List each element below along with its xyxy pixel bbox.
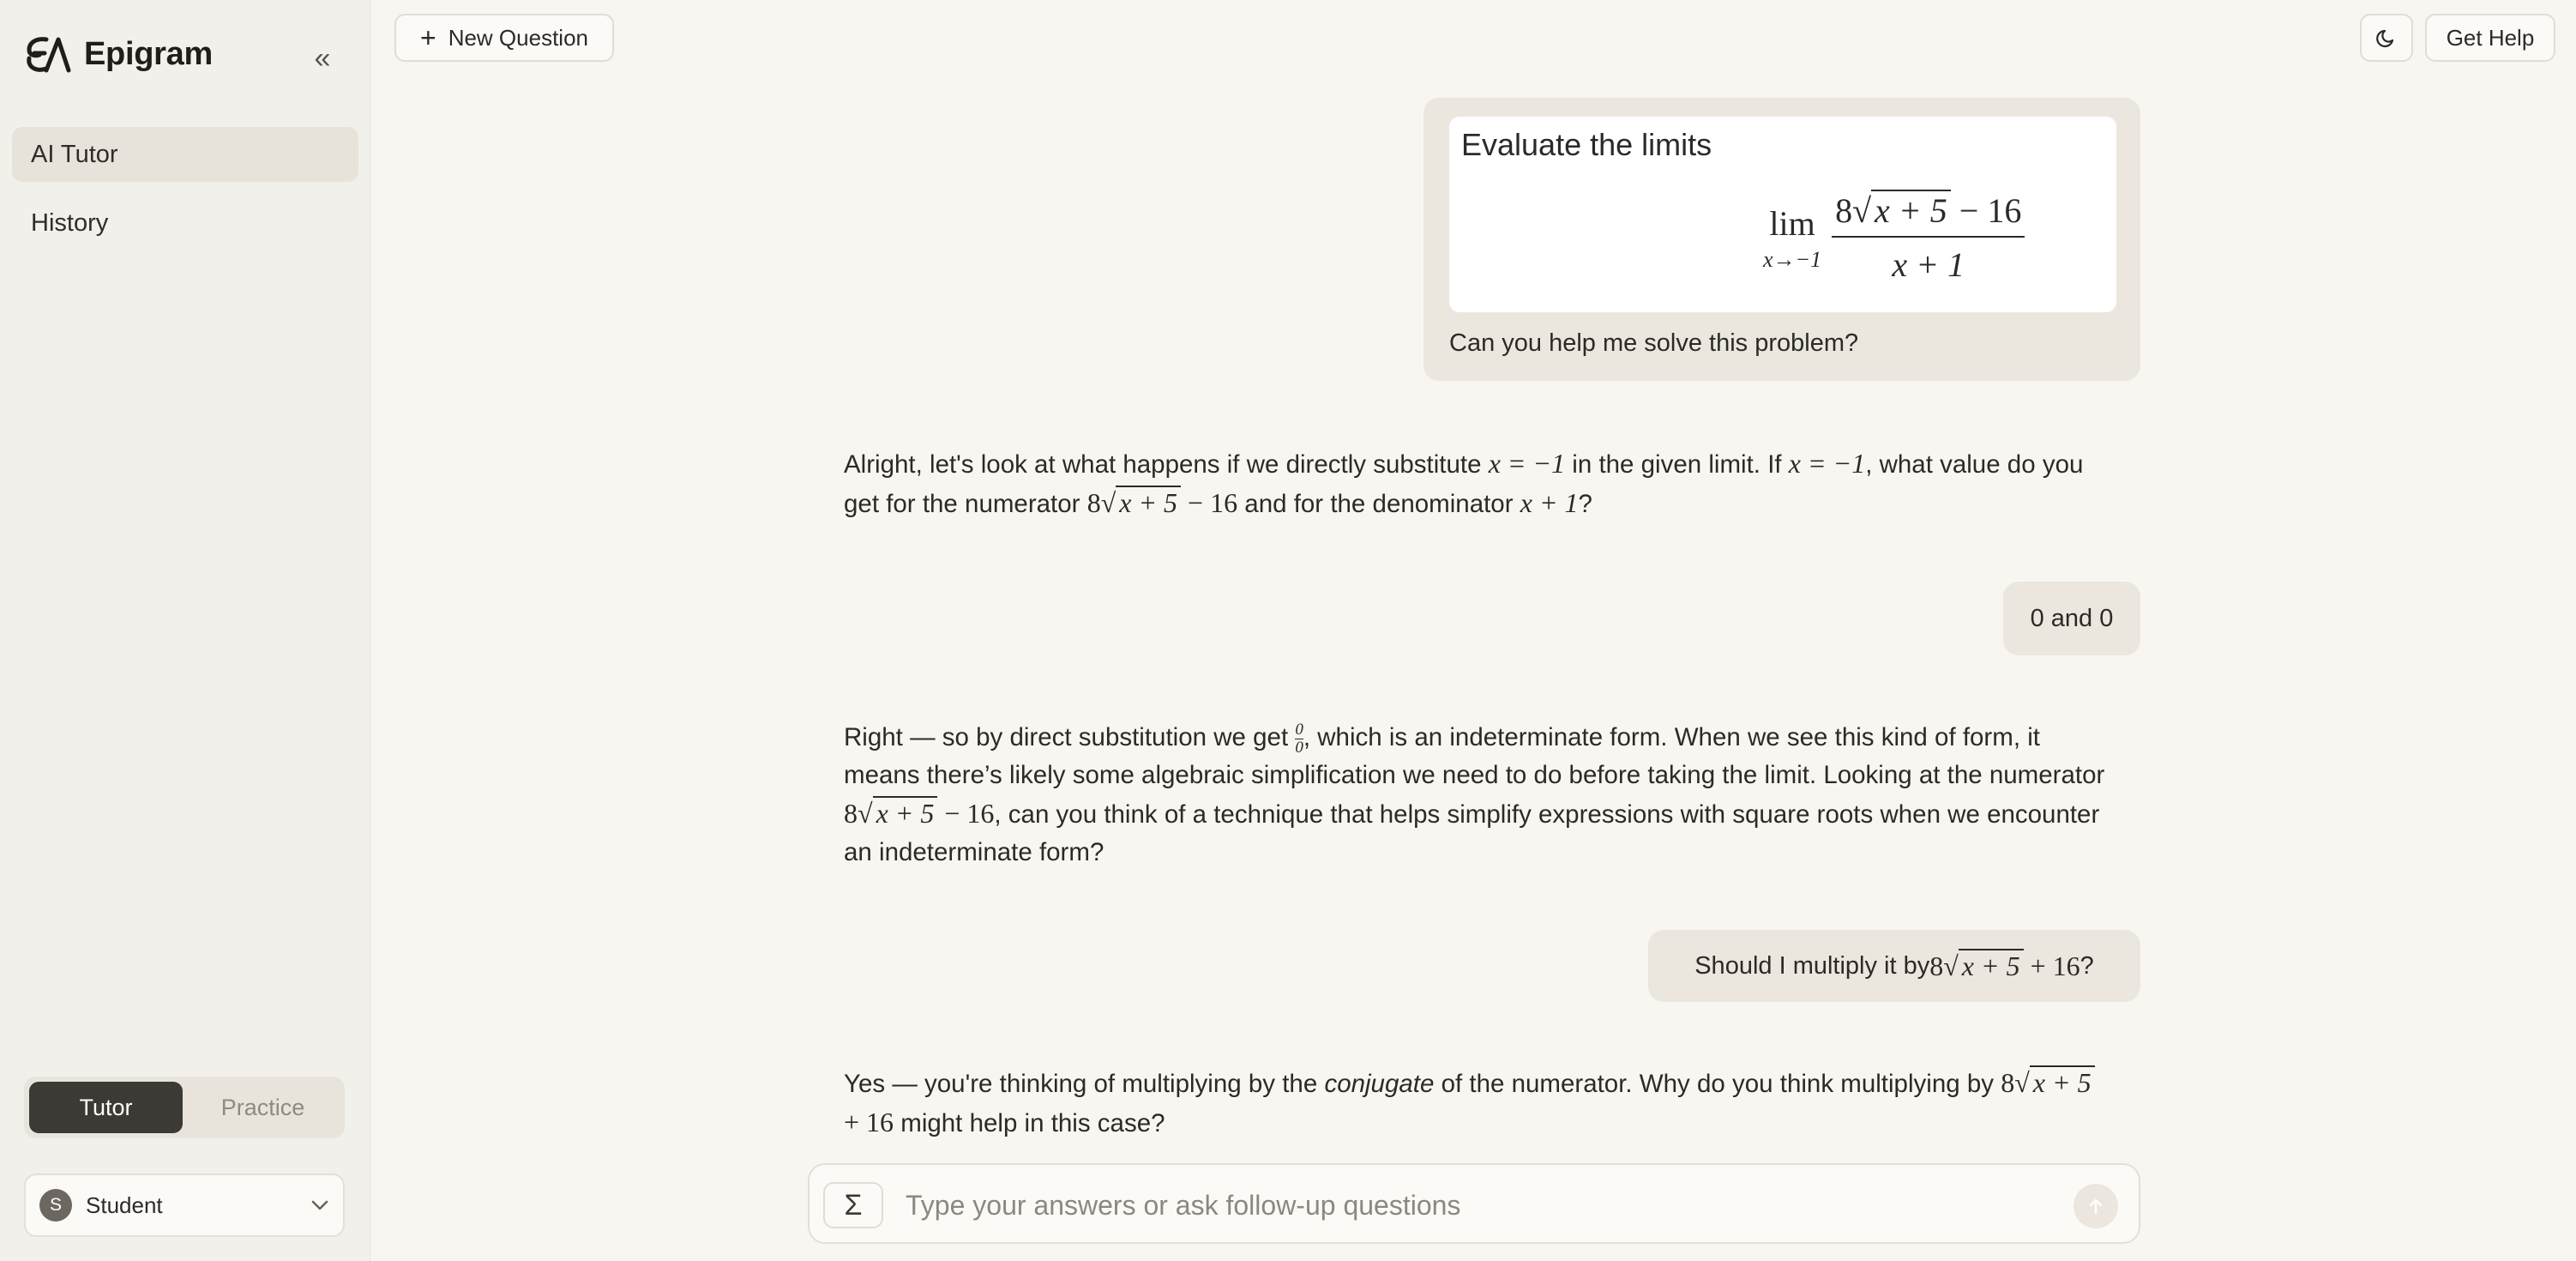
sidebar-item-label: History (31, 208, 109, 237)
new-question-button[interactable] (394, 14, 614, 62)
user-name: Student (86, 1192, 163, 1218)
limit-fraction (1832, 190, 2025, 285)
mode-toggle (24, 1077, 345, 1138)
new-question-label: New Question (448, 24, 588, 51)
tutor-message: Alright, let's look at what happens if we directly substitute x = −1 in the given limit. If x = −1, what value do you get for the numerator 8√ x + 5 − 16 and for the denominator x + 1? (844, 448, 2084, 518)
arrow-up-icon (2087, 1197, 2104, 1216)
math-symbol-button[interactable] (823, 1182, 883, 1228)
user-question-message (1423, 98, 2140, 381)
collapse-sidebar-button[interactable] (304, 39, 341, 77)
limit-operator: lim x→−1 (1763, 203, 1822, 272)
user-answer-message: Should I multiply it by 8√ x + 5 + 16 ? (1648, 930, 2140, 1002)
tutor-message: Right — so by direct substitution we get $\frac{0}{0}$ , which is an indeterminate form. When we see this kind of form, it means there’s likely some algebraic simplification we need to do before taking the limit. Looking at the numerator 8√ x + 5 − 16, can you think of a technique that helps simplify expressions with square roots when we encounter an indeterminate form? (844, 720, 2105, 866)
fraction-numerator: 8√ x + 5 − 16 (1832, 190, 2025, 238)
brand-name: Epigram (84, 35, 213, 72)
question-image-title: Evaluate the limits (1461, 127, 1712, 162)
plus-icon: + (420, 22, 436, 53)
question-image (1449, 117, 2116, 312)
moon-icon (2375, 27, 2398, 49)
question-text: Can you help me solve this problem? (1449, 329, 1859, 357)
brand[interactable] (26, 34, 213, 74)
sidebar-item-history[interactable] (12, 196, 358, 250)
chat-input-bar (808, 1163, 2140, 1244)
user-selector[interactable] (24, 1174, 345, 1237)
get-help-button[interactable] (2425, 14, 2555, 62)
theme-toggle-button[interactable] (2360, 14, 2413, 62)
user-answer-message: 0 and 0 (2003, 582, 2140, 655)
get-help-label: Get Help (2446, 24, 2535, 51)
sidebar (0, 0, 370, 1261)
sidebar-item-ai-tutor[interactable] (12, 127, 358, 182)
sidebar-item-label: AI Tutor (31, 140, 118, 168)
tutor-mode-button[interactable]: Tutor (29, 1082, 183, 1133)
sigma-icon: Σ (844, 1188, 863, 1222)
limit-formula (1763, 190, 2025, 285)
chevron-down-icon (310, 1193, 329, 1217)
epigram-logo-icon (26, 34, 72, 74)
chat-input[interactable] (906, 1184, 2020, 1227)
practice-mode-button[interactable]: Practice (220, 1094, 305, 1120)
double-chevron-left-icon: « (314, 41, 331, 75)
fraction-denominator: x + 1 (1892, 245, 1965, 284)
tutor-message: Yes — you're thinking of multiplying by the conjugate of the numerator. Why do you think multiplying by 8√ x + 5 + 16 might help in this case? (844, 1064, 2110, 1143)
avatar: S (39, 1189, 72, 1222)
send-button[interactable] (2073, 1184, 2118, 1228)
